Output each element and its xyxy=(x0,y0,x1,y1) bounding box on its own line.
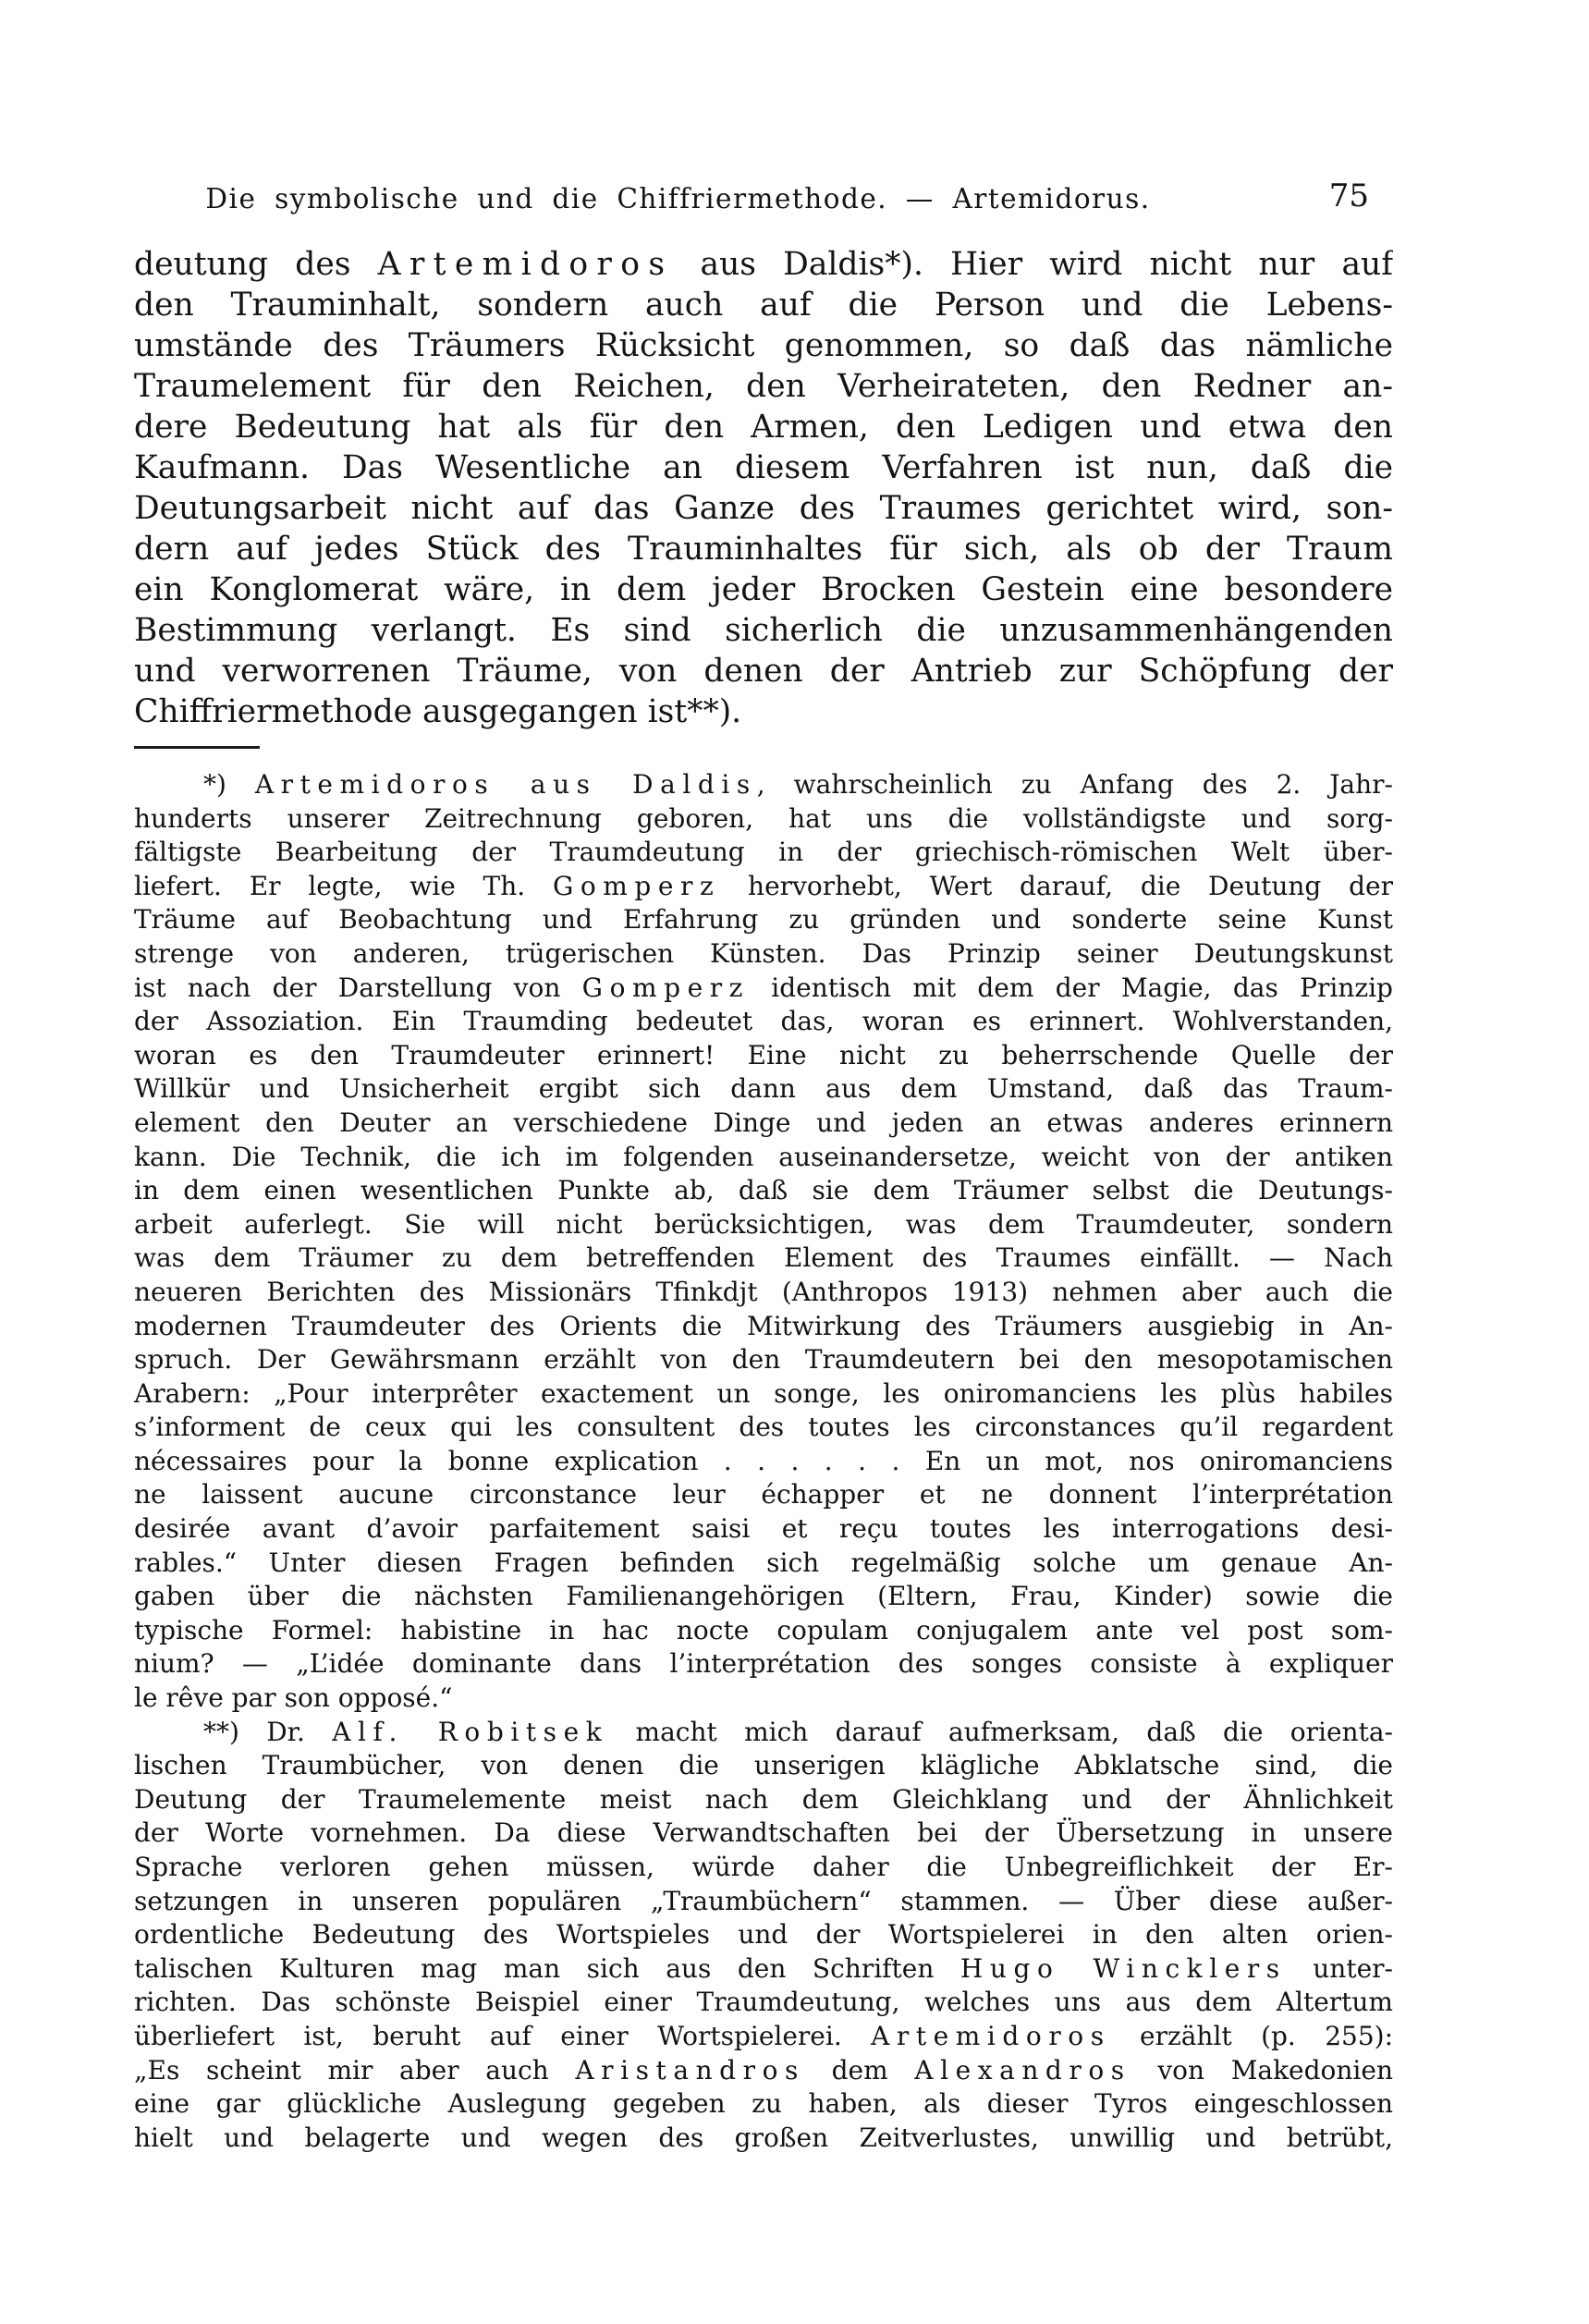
text-line xyxy=(134,1614,1393,1648)
text-line xyxy=(134,1005,1393,1039)
text-run: Arabern: „Pour interprêter exactement un songe, les oniromanciens les plùs habiles xyxy=(134,1377,1393,1409)
page-number: 75 xyxy=(1328,177,1369,214)
text-run: Deutungsarbeit nicht auf das Ganze des Traumes gerichtet wird, son- xyxy=(134,490,1393,527)
text-run: desirée avant d’avoir parfaitement saisi et reçu toutes les interrogations desi- xyxy=(134,1513,1393,1545)
running-title: Die symbolische und die Chiffriermethode. — Artemidorus. xyxy=(205,183,1151,214)
text-run: ordentliche Bedeutung des Wortspieles und der Wortspielerei in den alten orien- xyxy=(134,1919,1393,1951)
letterspaced-name: Artemidoros xyxy=(871,2020,1111,2051)
text-line xyxy=(134,937,1393,972)
text-line xyxy=(134,447,1393,488)
letterspaced-name: Alexandros xyxy=(914,2054,1131,2085)
text-run: nium? — „L’idée dominante dans l’interprétation des songes consiste à expliquer xyxy=(134,1648,1393,1680)
text-line xyxy=(134,2054,1393,2088)
letterspaced-name: Gomperz xyxy=(552,870,721,901)
footnotes-block xyxy=(134,768,1393,2155)
main-paragraph xyxy=(134,244,1393,732)
text-run: der Worte vornehmen. Da diese Verwandtschaften bei der Übersetzung in unsere xyxy=(134,1817,1393,1849)
text-line xyxy=(134,1547,1393,1581)
text-run: Träume auf Beobachtung und Erfahrung zu gründen und sonderte seine Kunst xyxy=(134,904,1393,936)
text-run: hielt und belagerte und wegen des großen Zeitverlustes, unwillig und betrübt, xyxy=(134,2122,1393,2153)
text-run: Kaufmann. Das Wesentliche an diesem Verfahren ist nun, daß die xyxy=(134,449,1393,486)
text-line xyxy=(134,569,1393,610)
text-line xyxy=(134,1647,1393,1682)
text-run: identisch mit dem der Magie, das Prinzip xyxy=(749,972,1393,1003)
text-line xyxy=(134,1039,1393,1073)
text-line xyxy=(134,1107,1393,1141)
text-run: eine gar glückliche Auslegung gegeben zu haben, als dieser Tyros eingeschlossen xyxy=(134,2088,1393,2120)
page-header xyxy=(134,177,1393,224)
text-line xyxy=(134,691,1393,732)
text-line xyxy=(134,2122,1393,2156)
text-run: arbeit auferlegt. Sie will nicht berücksichtigen, was dem Traumdeuter, sondern xyxy=(134,1208,1393,1240)
text-block xyxy=(134,177,1393,2155)
text-run: talischen Kulturen mag man sich aus den Schriften xyxy=(134,1952,960,1984)
text-run: gaben über die nächsten Familienangehörigen (Eltern, Frau, Kinder) sowie die xyxy=(134,1581,1393,1612)
text-run: aus Daldis*). Hier wird nicht nur auf xyxy=(673,246,1393,283)
text-line xyxy=(134,1682,1393,1716)
text-line xyxy=(134,1512,1393,1547)
text-run: liefert. Er legte, wie Th. xyxy=(134,870,553,901)
text-run: fältigste Bearbeitung der Traumdeutung in der griechisch-römischen Welt über- xyxy=(134,837,1393,868)
text-run: lischen Traumbücher, von denen die unserigen klägliche Abklatsche sind, die xyxy=(134,1750,1393,1781)
text-run: der Assoziation. Ein Traumding bedeutet das, woran es erinnert. Wohlverstanden, xyxy=(134,1006,1393,1037)
text-line xyxy=(134,836,1393,870)
text-run: richten. Das schönste Beispiel einer Traumdeutung, welches uns aus dem Altertum xyxy=(134,1987,1393,2018)
text-run: Willkür und Unsicherheit ergibt sich dann aus dem Umstand, daß das Traum- xyxy=(134,1073,1393,1105)
text-run: Bestimmung verlangt. Es sind sicherlich die unzusammenhängenden xyxy=(134,612,1393,649)
text-run: hervorhebt, Wert darauf, die Deutung der xyxy=(720,870,1393,901)
text-line xyxy=(134,366,1393,407)
text-run: den Trauminhalt, sondern auch auf die Person und die Lebens- xyxy=(134,287,1393,324)
text-line xyxy=(134,2087,1393,2122)
text-line xyxy=(134,1783,1393,1817)
text-run: ist nach der Darstellung von xyxy=(134,972,582,1003)
text-line xyxy=(134,1851,1393,1885)
text-run: kann. Die Technik, die ich im folgenden auseinandersetze, weicht von der antiken xyxy=(134,1141,1393,1172)
text-line xyxy=(134,1377,1393,1412)
text-run: spruch. Der Gewährsmann erzählt von den Traumdeutern bei den mesopotamischen xyxy=(134,1344,1393,1376)
text-run: unter- xyxy=(1286,1952,1393,1984)
text-run: Deutung der Traumelemente meist nach dem Gleichklang und der Ähnlichkeit xyxy=(134,1783,1393,1815)
text-run: dem xyxy=(804,2054,915,2085)
text-run: ein Konglomerat wäre, in dem jeder Brocken Gestein eine besondere xyxy=(134,571,1393,608)
letterspaced-name: Artemidoros xyxy=(377,246,674,283)
text-line xyxy=(134,1445,1393,1479)
letterspaced-name: Alf. Robitsek xyxy=(332,1716,609,1747)
text-line xyxy=(134,285,1393,325)
text-run: *) xyxy=(203,769,255,800)
text-run: , wahrscheinlich zu Anfang des 2. Jahr- xyxy=(756,769,1393,800)
text-run: dern auf jedes Stück des Trauminhaltes für sich, als ob der Traum xyxy=(134,531,1393,568)
text-line xyxy=(134,870,1393,904)
text-line xyxy=(134,529,1393,569)
text-line xyxy=(134,1208,1393,1242)
text-run: typische Formel: habistine in hac nocte copulam conjugalem ante vel post som- xyxy=(134,1614,1393,1645)
letterspaced-name: Aristandros xyxy=(575,2054,805,2085)
text-line xyxy=(134,325,1393,366)
text-run: neueren Berichten des Missionärs Tfinkdjt (Anthropos 1913) nehmen aber auch die xyxy=(134,1276,1393,1307)
text-line xyxy=(134,1276,1393,1310)
text-run: erzählt (p. 255): xyxy=(1110,2020,1393,2051)
text-run: **) Dr. xyxy=(203,1716,333,1747)
text-line xyxy=(134,1885,1393,1919)
text-line xyxy=(134,1411,1393,1445)
text-run: in dem einen wesentlichen Punkte ab, daß sie dem Träumer selbst die Deutungs- xyxy=(134,1175,1393,1206)
text-run: Traumelement für den Reichen, den Verheirateten, den Redner an- xyxy=(134,368,1393,405)
text-run: „Es scheint mir aber auch xyxy=(134,2054,576,2085)
text-line xyxy=(134,802,1393,837)
text-line xyxy=(134,1580,1393,1614)
footnote-separator-rule xyxy=(134,746,260,749)
text-line xyxy=(134,1072,1393,1107)
text-run: woran es den Traumdeuter erinnert! Eine nicht zu beherrschende Quelle der xyxy=(134,1039,1393,1070)
text-line xyxy=(134,244,1393,285)
text-run: Chiffriermethode ausgegangen ist**). xyxy=(134,693,742,730)
text-run: modernen Traumdeuter des Orients die Mitwirkung des Träumers ausgiebig in An- xyxy=(134,1310,1393,1341)
text-line xyxy=(134,1242,1393,1276)
text-run: nécessaires pour la bonne explication . . . . . . En un mot, nos oniromanciens xyxy=(134,1445,1393,1476)
text-line xyxy=(134,651,1393,691)
text-run: und verworrenen Träume, von denen der Antrieb zur Schöpfung der xyxy=(134,653,1393,690)
text-line xyxy=(134,1310,1393,1344)
text-line xyxy=(134,1918,1393,1952)
letterspaced-name: Gomperz xyxy=(581,972,750,1003)
text-run: umstände des Träumers Rücksicht genommen, so daß das nämliche xyxy=(134,327,1393,364)
text-line xyxy=(134,488,1393,529)
text-line xyxy=(134,1986,1393,2020)
text-line xyxy=(134,1749,1393,1783)
text-line xyxy=(134,1478,1393,1512)
text-line xyxy=(134,407,1393,447)
text-run: strenge von anderen, trügerischen Künsten. Das Prinzip seiner Deutungskunst xyxy=(134,937,1393,969)
text-line xyxy=(134,1343,1393,1377)
text-run: deutung des xyxy=(134,246,378,283)
text-run: Sprache verloren gehen müssen, würde daher die Unbegreiflichkeit der Er- xyxy=(134,1852,1393,1882)
text-line xyxy=(134,610,1393,651)
text-run: was dem Träumer zu dem betreffenden Element des Traumes einfällt. — Nach xyxy=(134,1242,1393,1274)
text-run: von Makedonien xyxy=(1131,2054,1393,2085)
text-run: dere Bedeutung hat als für den Armen, den Ledigen und etwa den xyxy=(134,409,1393,446)
text-line xyxy=(134,1174,1393,1208)
text-run: ne laissent aucune circonstance leur échapper et ne donnent l’interprétation xyxy=(134,1479,1393,1511)
text-line xyxy=(134,972,1393,1006)
text-run: s’informent de ceux qui les consultent des toutes les circonstances qu’il regardent xyxy=(134,1412,1393,1443)
text-run: hunderts unserer Zeitrechnung geboren, hat uns die vollständigste und sorg- xyxy=(134,802,1393,834)
text-run: überliefert ist, beruht auf einer Wortspielerei. xyxy=(134,2020,872,2051)
text-line xyxy=(134,1816,1393,1851)
text-line xyxy=(134,1952,1393,1987)
text-run: setzungen in unseren populären „Traumbüchern“ stammen. — Über diese außer- xyxy=(134,1885,1393,1916)
text-line xyxy=(134,1141,1393,1175)
text-run: macht mich darauf aufmerksam, daß die orienta- xyxy=(608,1716,1393,1747)
text-run: le rêve par son opposé.“ xyxy=(134,1682,453,1714)
text-line xyxy=(134,768,1393,802)
text-line xyxy=(134,903,1393,937)
text-line xyxy=(134,2020,1393,2054)
text-line xyxy=(134,1716,1393,1750)
letterspaced-name: Hugo Wincklers xyxy=(960,1952,1287,1984)
text-run: element den Deuter an verschiedene Dinge und jeden an etwas anderes erinnern xyxy=(134,1107,1393,1138)
letterspaced-name: Artemidoros aus Daldis xyxy=(254,769,757,800)
text-run: rables.“ Unter diesen Fragen befinden sich regelmäßig solche um genaue An- xyxy=(134,1547,1393,1578)
